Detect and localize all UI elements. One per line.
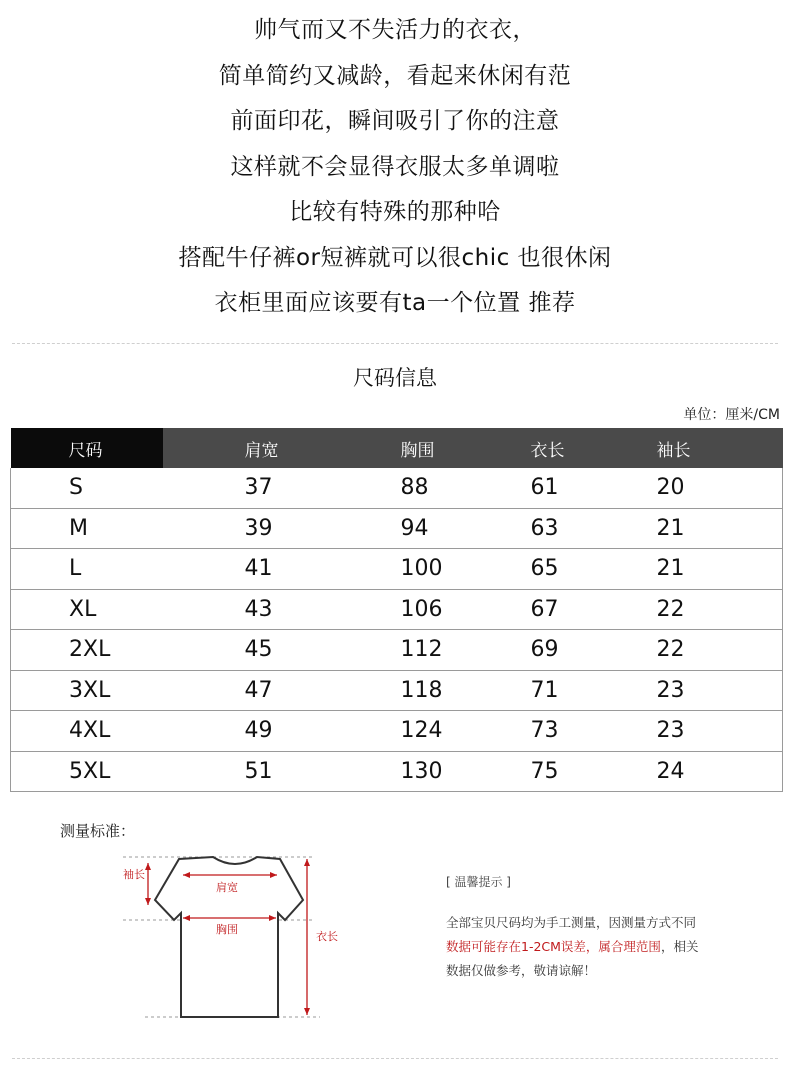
cell-shoulder: 47 xyxy=(163,670,319,711)
shoulder-label: 肩宽 xyxy=(216,881,238,894)
header-sleeve: 袖长 xyxy=(581,428,783,468)
size-table xyxy=(10,428,783,792)
cell-sleeve: 22 xyxy=(581,589,783,630)
length-label: 衣长 xyxy=(316,930,338,943)
tshirt-measure-diagram xyxy=(115,845,355,1025)
cell-size: 5XL xyxy=(11,751,163,792)
intro-line: 比较有特殊的那种哈 xyxy=(289,199,501,225)
cell-length: 61 xyxy=(459,468,581,508)
cell-size: 3XL xyxy=(11,670,163,711)
cell-length: 63 xyxy=(459,508,581,549)
cell-chest: 118 xyxy=(319,670,459,711)
cell-chest: 94 xyxy=(319,508,459,549)
cell-length: 67 xyxy=(459,589,581,630)
arrow-head xyxy=(304,859,310,866)
intro-line: 搭配牛仔裤or短裤就可以很chic 也很休闲 xyxy=(178,244,612,271)
cell-shoulder: 39 xyxy=(163,508,319,549)
divider xyxy=(12,343,778,344)
intro-line: 帅气而又不失活力的衣衣， xyxy=(254,17,536,43)
table-row xyxy=(11,549,783,590)
cell-chest: 112 xyxy=(319,630,459,671)
tips-line-tail: ，相关 xyxy=(660,939,699,954)
tips-line: 全部宝贝尺码均为手工测量，因测量方式不同 xyxy=(446,915,697,930)
arrow-head xyxy=(145,863,151,870)
cell-sleeve: 24 xyxy=(581,751,783,792)
cell-length: 73 xyxy=(459,711,581,752)
cell-size: M xyxy=(11,508,163,549)
size-section-title: 尺码信息 xyxy=(353,366,437,390)
header-shoulder: 肩宽 xyxy=(163,428,319,468)
chest-label: 胸围 xyxy=(216,923,238,936)
cell-sleeve: 20 xyxy=(581,468,783,508)
header-length: 衣长 xyxy=(459,428,581,468)
intro-line: 衣柜里面应该要有ta一个位置 推荐 xyxy=(214,290,576,316)
cell-shoulder: 41 xyxy=(163,549,319,590)
cell-chest: 88 xyxy=(319,468,459,508)
table-row xyxy=(11,589,783,630)
cell-length: 69 xyxy=(459,630,581,671)
tips-line xyxy=(446,935,746,959)
table-row xyxy=(11,508,783,549)
cell-size: 4XL xyxy=(11,711,163,752)
table-row xyxy=(11,468,783,508)
header-size: 尺码 xyxy=(11,428,163,468)
unit-label: 单位：厘米/CM xyxy=(683,407,780,423)
cell-size: S xyxy=(11,468,163,508)
table-row xyxy=(11,670,783,711)
cell-shoulder: 45 xyxy=(163,630,319,671)
table-row xyxy=(11,630,783,671)
arrow-head xyxy=(304,1008,310,1015)
sleeve-label: 袖长 xyxy=(123,868,145,881)
cell-size: XL xyxy=(11,589,163,630)
cell-sleeve: 21 xyxy=(581,549,783,590)
cell-sleeve: 21 xyxy=(581,508,783,549)
intro-line: 这样就不会显得衣服太多单调啦 xyxy=(230,153,560,180)
measure-label: 测量标准： xyxy=(60,822,136,840)
cell-sleeve: 23 xyxy=(581,711,783,752)
cell-chest: 106 xyxy=(319,589,459,630)
cell-shoulder: 43 xyxy=(163,589,319,630)
divider xyxy=(12,1058,778,1059)
cell-shoulder: 49 xyxy=(163,711,319,752)
header-chest: 胸围 xyxy=(319,428,459,468)
intro-text xyxy=(0,8,790,327)
cell-size: L xyxy=(11,549,163,590)
intro-line: 前面印花，瞬间吸引了你的注意 xyxy=(230,108,560,134)
tips-warning: 数据可能存在1-2CM误差，属合理范围 xyxy=(446,939,661,954)
intro-line: 简单简约又减龄，看起来休闲有范 xyxy=(218,62,572,89)
cell-length: 65 xyxy=(459,549,581,590)
cell-chest: 130 xyxy=(319,751,459,792)
cell-length: 75 xyxy=(459,751,581,792)
table-row xyxy=(11,711,783,752)
cell-sleeve: 23 xyxy=(581,670,783,711)
arrow-head xyxy=(145,898,151,905)
cell-shoulder: 37 xyxy=(163,468,319,508)
cell-chest: 124 xyxy=(319,711,459,752)
tips-title: [ 温馨提示 ] xyxy=(446,875,511,889)
cell-size: 2XL xyxy=(11,630,163,671)
cell-length: 71 xyxy=(459,670,581,711)
table-header-row xyxy=(11,428,783,468)
cell-shoulder: 51 xyxy=(163,751,319,792)
cell-sleeve: 22 xyxy=(581,630,783,671)
table-row xyxy=(11,751,783,792)
tips-line: 数据仅做参考，敬请谅解！ xyxy=(446,963,597,978)
cell-chest: 100 xyxy=(319,549,459,590)
